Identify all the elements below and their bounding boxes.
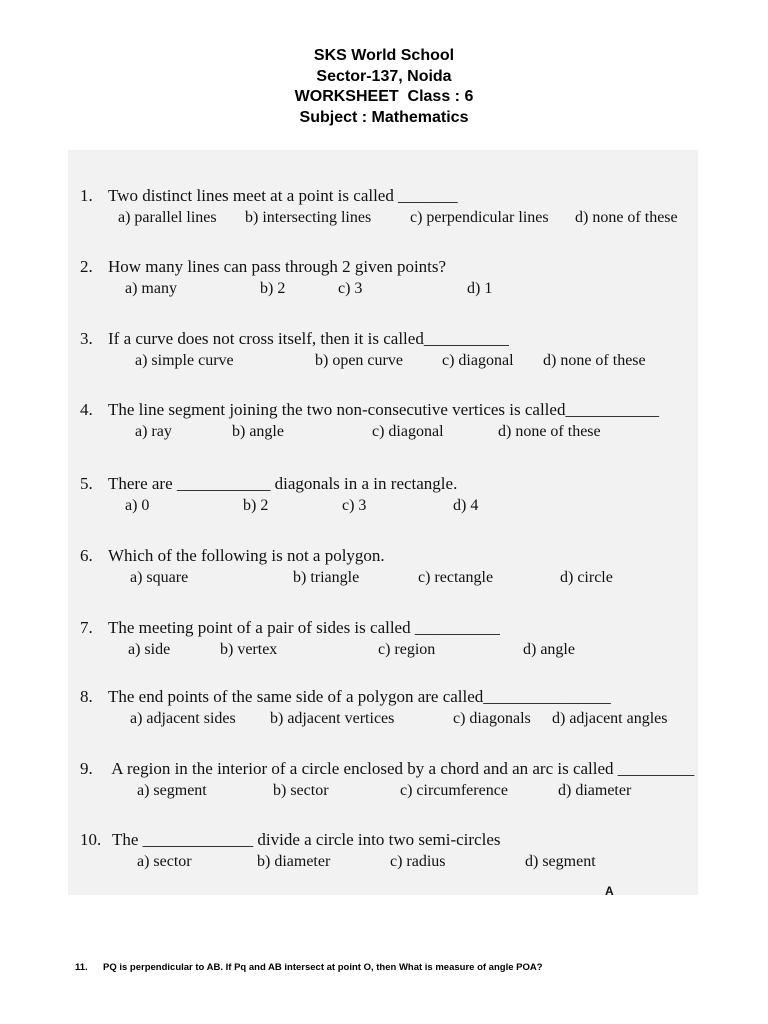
question-text: Two distinct lines meet at a point is called _______ — [108, 186, 458, 205]
option-b: b) 2 — [260, 280, 286, 297]
option-a: a) simple curve — [135, 352, 234, 369]
question-number: 9. — [80, 759, 93, 778]
question-text: Which of the following is not a polygon. — [108, 546, 385, 565]
option-b: b) intersecting lines — [245, 209, 372, 226]
question-1 — [80, 186, 678, 231]
option-a: a) segment — [137, 782, 207, 799]
option-d: d) circle — [560, 569, 613, 586]
question-text: If a curve does not cross itself, then it is called__________ — [108, 329, 509, 348]
option-a: a) ray — [135, 423, 172, 440]
worksheet-subject: Subject : Mathematics — [299, 108, 469, 126]
question-10 — [80, 830, 596, 875]
question-number: 4. — [80, 400, 93, 419]
option-d: d) adjacent angles — [552, 710, 668, 727]
question-text: PQ is perpendicular to AB. If Pq and AB intersect at point O, then What is measure of angle POA? — [103, 962, 543, 973]
option-a: a) parallel lines — [118, 209, 217, 226]
question-number: 7. — [80, 618, 93, 637]
question-9 — [80, 759, 694, 804]
question-text: The end points of the same side of a polygon are called_______________ — [108, 687, 611, 706]
option-a: a) 0 — [125, 497, 150, 514]
option-b: b) angle — [232, 423, 284, 440]
question-number: 6. — [80, 546, 93, 565]
option-a: a) sector — [137, 853, 192, 870]
option-b: b) vertex — [220, 641, 278, 658]
option-c: c) diagonal — [442, 352, 514, 369]
question-text: How many lines can pass through 2 given points? — [108, 257, 447, 276]
option-b: b) diameter — [257, 853, 331, 870]
question-number: 8. — [80, 687, 93, 706]
option-d: d) none of these — [543, 352, 646, 369]
school-address: Sector-137, Noida — [316, 67, 452, 85]
option-a: a) many — [125, 280, 177, 297]
option-a: a) square — [130, 569, 189, 586]
question-5 — [80, 474, 479, 519]
option-d: d) diameter — [558, 782, 632, 799]
option-d: d) none of these — [498, 423, 601, 440]
question-2 — [80, 257, 493, 302]
question-8 — [80, 687, 668, 732]
option-c: c) radius — [390, 853, 446, 870]
option-a: a) side — [128, 641, 171, 658]
page-mark: A — [605, 884, 614, 898]
option-b: b) 2 — [243, 497, 269, 514]
question-number: 10. — [80, 830, 102, 849]
question-4 — [80, 400, 659, 445]
question-number: 2. — [80, 257, 93, 276]
question-number: 3. — [80, 329, 93, 348]
option-c: c) rectangle — [418, 569, 494, 586]
worksheet-header — [0, 46, 768, 128]
option-c: c) perpendicular lines — [410, 209, 549, 226]
question-number: 5. — [80, 474, 93, 493]
school-name: SKS World School — [313, 47, 455, 64]
option-d: d) angle — [523, 641, 575, 658]
option-c: c) region — [378, 641, 436, 658]
option-d: d) none of these — [575, 209, 678, 226]
question-text: The meeting point of a pair of sides is called __________ — [108, 618, 500, 637]
option-d: d) 1 — [467, 280, 493, 297]
option-d: d) segment — [525, 853, 596, 870]
question-text: A region in the interior of a circle enclosed by a chord and an arc is called _________ — [108, 759, 695, 778]
option-b: b) sector — [273, 782, 329, 799]
option-a: a) adjacent sides — [130, 710, 236, 727]
question-7 — [80, 618, 575, 663]
question-6 — [80, 546, 613, 591]
option-b: b) triangle — [293, 569, 360, 586]
question-number: 11. — [75, 962, 88, 973]
option-c: c) diagonal — [372, 423, 444, 440]
question-3 — [80, 329, 646, 374]
option-b: b) adjacent vertices — [270, 710, 395, 727]
question-11 — [75, 962, 543, 973]
question-text: The _____________ divide a circle into two semi-circles — [108, 830, 501, 849]
question-text: The line segment joining the two non-consecutive vertices is called___________ — [108, 400, 659, 419]
question-text: There are ___________ diagonals in a in rectangle. — [108, 474, 458, 493]
option-c: c) 3 — [342, 497, 367, 514]
option-c: c) diagonals — [453, 710, 531, 727]
option-d: d) 4 — [453, 497, 479, 514]
worksheet-class: WORKSHEET Class : 6 — [294, 88, 474, 105]
question-number: 1. — [80, 186, 93, 205]
option-c: c) circumference — [400, 782, 508, 799]
option-b: b) open curve — [315, 352, 403, 369]
option-c: c) 3 — [338, 280, 363, 297]
